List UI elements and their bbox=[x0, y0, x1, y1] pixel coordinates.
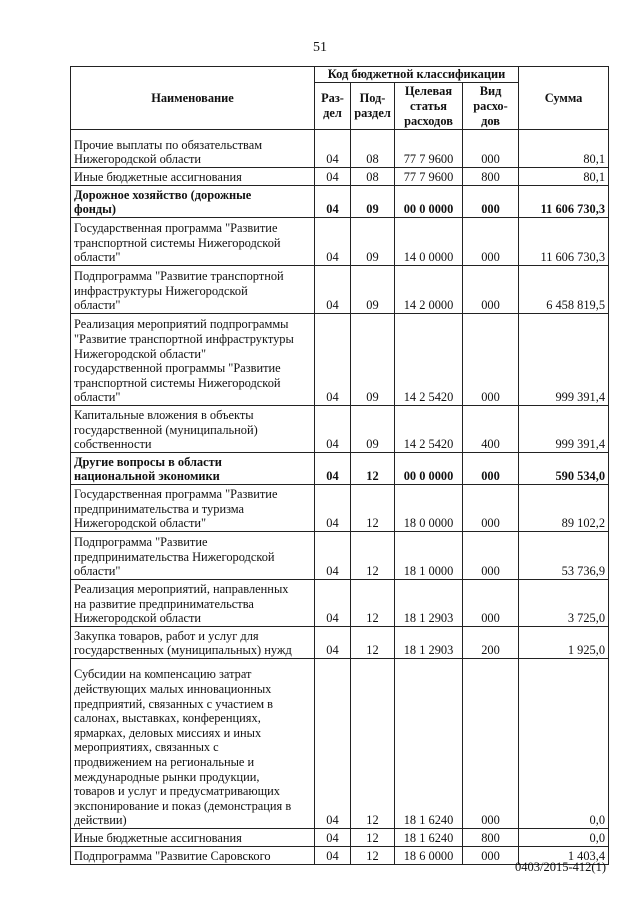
row-sum: 0,0 bbox=[519, 829, 609, 847]
table-row bbox=[71, 130, 609, 168]
row-name: Подпрограмма "Развитие транспортной инфраструктуры Нижегородской области" bbox=[71, 266, 315, 314]
row-section: 04 bbox=[315, 627, 351, 659]
row-name: Дорожное хозяйство (дорожные фонды) bbox=[71, 186, 315, 218]
row-expense-type: 400 bbox=[463, 406, 519, 453]
row-expense-type: 000 bbox=[463, 186, 519, 218]
row-expense-type: 800 bbox=[463, 168, 519, 186]
row-name: Подпрограмма "Развитие предпринимательства Нижегородской области" bbox=[71, 532, 315, 580]
header-section: Раз- дел bbox=[315, 83, 351, 130]
page-number: 51 bbox=[313, 40, 327, 55]
row-section: 04 bbox=[315, 485, 351, 532]
row-target-article: 77 7 9600 bbox=[395, 130, 463, 168]
row-target-article: 18 1 0000 bbox=[395, 532, 463, 580]
row-target-article: 14 0 0000 bbox=[395, 218, 463, 266]
row-subsection: 08 bbox=[351, 168, 395, 186]
row-subsection: 12 bbox=[351, 453, 395, 485]
row-expense-type: 000 bbox=[463, 453, 519, 485]
row-subsection: 09 bbox=[351, 266, 395, 314]
row-sum: 11 606 730,3 bbox=[519, 186, 609, 218]
row-name: Иные бюджетные ассигнования bbox=[71, 829, 315, 847]
row-name: Другие вопросы в области национальной экономики bbox=[71, 453, 315, 485]
row-section: 04 bbox=[315, 186, 351, 218]
row-section: 04 bbox=[315, 168, 351, 186]
row-name: Государственная программа "Развитие предпринимательства и туризма Нижегородской области" bbox=[71, 485, 315, 532]
row-sum: 6 458 819,5 bbox=[519, 266, 609, 314]
row-name: Реализация мероприятий, направленных на развитие предпринимательства Нижегородской области bbox=[71, 580, 315, 627]
row-section: 04 bbox=[315, 532, 351, 580]
table-row bbox=[71, 406, 609, 453]
row-sum: 999 391,4 bbox=[519, 314, 609, 406]
row-subsection: 12 bbox=[351, 829, 395, 847]
row-name: Прочие выплаты по обязательствам Нижегородской области bbox=[71, 130, 315, 168]
row-subsection: 12 bbox=[351, 627, 395, 659]
row-name: Иные бюджетные ассигнования bbox=[71, 168, 315, 186]
row-target-article: 18 1 2903 bbox=[395, 627, 463, 659]
row-section: 04 bbox=[315, 453, 351, 485]
row-subsection: 08 bbox=[351, 130, 395, 168]
row-sum: 53 736,9 bbox=[519, 532, 609, 580]
row-name: Государственная программа "Развитие транспортной системы Нижегородской области" bbox=[71, 218, 315, 266]
header-subsection: Под- раздел bbox=[351, 83, 395, 130]
budget-table bbox=[70, 66, 609, 865]
row-section: 04 bbox=[315, 266, 351, 314]
table-row bbox=[71, 627, 609, 659]
row-sum: 590 534,0 bbox=[519, 453, 609, 485]
row-expense-type: 200 bbox=[463, 627, 519, 659]
row-subsection: 09 bbox=[351, 314, 395, 406]
row-section: 04 bbox=[315, 659, 351, 829]
row-subsection: 12 bbox=[351, 485, 395, 532]
row-target-article: 77 7 9600 bbox=[395, 168, 463, 186]
row-sum: 80,1 bbox=[519, 130, 609, 168]
row-sum: 1 403,4 bbox=[519, 847, 609, 865]
table-row bbox=[71, 829, 609, 847]
row-subsection: 12 bbox=[351, 532, 395, 580]
row-target-article: 18 6 0000 bbox=[395, 847, 463, 865]
row-expense-type: 000 bbox=[463, 580, 519, 627]
table-row bbox=[71, 532, 609, 580]
row-section: 04 bbox=[315, 829, 351, 847]
document-code: 0403/2015-412(1) bbox=[515, 860, 606, 874]
header-name: Наименование bbox=[71, 67, 315, 130]
row-expense-type: 000 bbox=[463, 266, 519, 314]
row-target-article: 00 0 0000 bbox=[395, 186, 463, 218]
row-target-article: 18 1 6240 bbox=[395, 659, 463, 829]
row-expense-type: 000 bbox=[463, 218, 519, 266]
row-name: Капитальные вложения в объекты государственной (муниципальной) собственности bbox=[71, 406, 315, 453]
row-expense-type: 000 bbox=[463, 659, 519, 829]
row-subsection: 12 bbox=[351, 847, 395, 865]
row-section: 04 bbox=[315, 406, 351, 453]
row-target-article: 14 2 5420 bbox=[395, 314, 463, 406]
row-target-article: 14 2 5420 bbox=[395, 406, 463, 453]
row-expense-type: 800 bbox=[463, 829, 519, 847]
row-sum: 1 925,0 bbox=[519, 627, 609, 659]
row-target-article: 00 0 0000 bbox=[395, 453, 463, 485]
table-row bbox=[71, 266, 609, 314]
row-subsection: 09 bbox=[351, 406, 395, 453]
row-name: Подпрограмма "Развитие Саровского bbox=[71, 847, 315, 865]
row-section: 04 bbox=[315, 218, 351, 266]
row-target-article: 18 0 0000 bbox=[395, 485, 463, 532]
row-expense-type: 000 bbox=[463, 130, 519, 168]
row-target-article: 18 1 6240 bbox=[395, 829, 463, 847]
row-sum: 3 725,0 bbox=[519, 580, 609, 627]
row-section: 04 bbox=[315, 314, 351, 406]
header-expense-type: Вид расхо- дов bbox=[463, 83, 519, 130]
row-sum: 0,0 bbox=[519, 659, 609, 829]
table-row bbox=[71, 186, 609, 218]
row-expense-type: 000 bbox=[463, 314, 519, 406]
row-sum: 89 102,2 bbox=[519, 485, 609, 532]
header-sum: Сумма bbox=[519, 67, 609, 130]
table-row bbox=[71, 453, 609, 485]
table-row bbox=[71, 218, 609, 266]
row-name: Закупка товаров, работ и услуг для государственных (муниципальных) нужд bbox=[71, 627, 315, 659]
row-name: Реализация мероприятий подпрограммы "Развитие транспортной инфраструктуры Нижегородской области" государственной программы "Развитие транспортной системы Нижегородской области" bbox=[71, 314, 315, 406]
row-subsection: 09 bbox=[351, 186, 395, 218]
table-row bbox=[71, 314, 609, 406]
row-subsection: 12 bbox=[351, 580, 395, 627]
row-expense-type: 000 bbox=[463, 485, 519, 532]
row-subsection: 09 bbox=[351, 218, 395, 266]
row-sum: 80,1 bbox=[519, 168, 609, 186]
table-body bbox=[71, 130, 609, 865]
header-classification-code: Код бюджетной классификации bbox=[315, 67, 519, 83]
row-expense-type: 000 bbox=[463, 532, 519, 580]
table-row bbox=[71, 485, 609, 532]
row-target-article: 18 1 2903 bbox=[395, 580, 463, 627]
table-row bbox=[71, 168, 609, 186]
row-target-article: 14 2 0000 bbox=[395, 266, 463, 314]
table-row bbox=[71, 659, 609, 829]
row-expense-type: 000 bbox=[463, 847, 519, 865]
row-sum: 11 606 730,3 bbox=[519, 218, 609, 266]
table-row bbox=[71, 580, 609, 627]
header-target-article: Целевая статья расходов bbox=[395, 83, 463, 130]
row-name: Субсидии на компенсацию затрат действующих малых инновационных предприятий, связанных с участием в салонах, выставках, конференциях, ярмарках, деловых миссиях и иных мероприятиях, связанных с продвижением на региональные и международные рынки продукции, товаров и услуг и предусматривающих экспонирование и показ (демонстрация в действии) bbox=[71, 659, 315, 829]
row-section: 04 bbox=[315, 847, 351, 865]
row-section: 04 bbox=[315, 130, 351, 168]
row-section: 04 bbox=[315, 580, 351, 627]
row-subsection: 12 bbox=[351, 659, 395, 829]
row-sum: 999 391,4 bbox=[519, 406, 609, 453]
